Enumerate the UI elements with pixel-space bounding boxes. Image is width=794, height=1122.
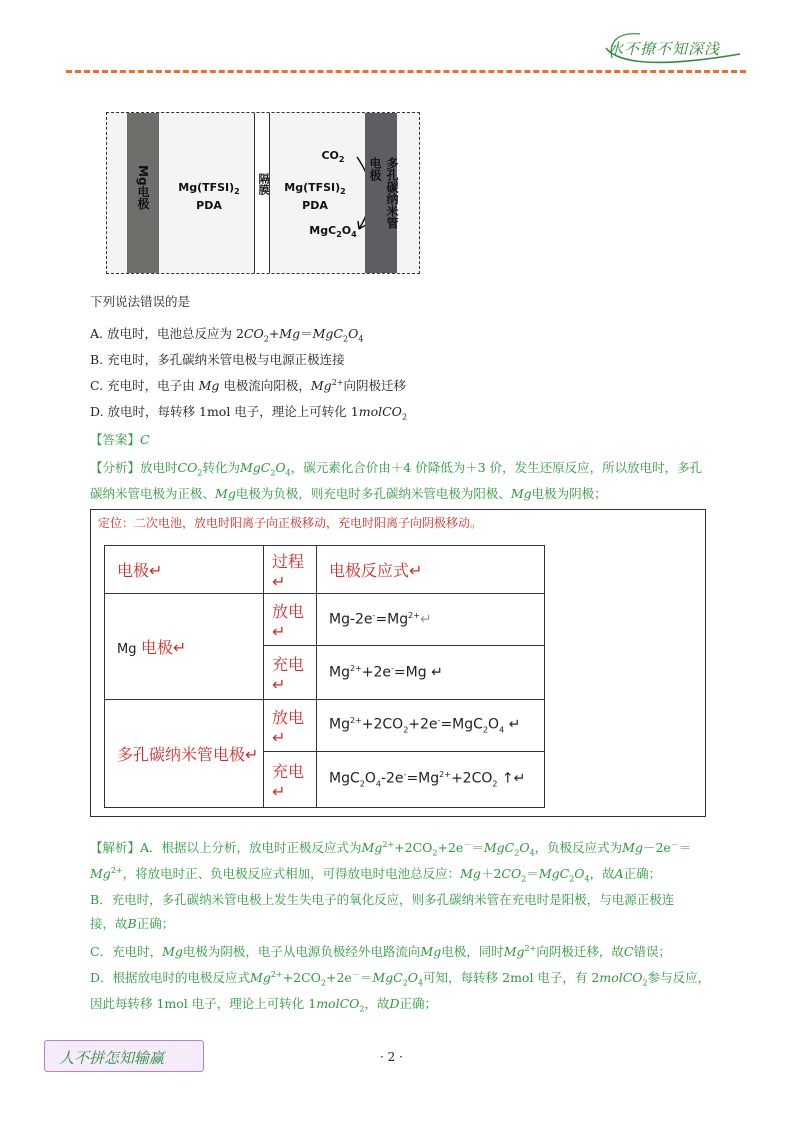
cnt-electrode-label: 多孔碳纳米管电极 [368, 157, 399, 229]
right-electrolyte-label: $Mg(TFSI)_2$ PDA [284, 181, 346, 213]
cnt-electrode [365, 113, 397, 273]
explanation-a-line-2: $Mg^{2+}$，将放电时正、负电极反应式相加，可得放电时电池总反应：$Mg+2CO_2=MgC_2O_4$，故A正确； [90, 865, 662, 884]
header-reaction: 电极反应式↵ [317, 546, 545, 594]
option-c: C. 充电时，电子由 Mg 电极流向阳极，$Mg^{2+}$向阴极迁移 [90, 377, 406, 393]
left-electrolyte-label: $Mg(TFSI)_2$ PDA [178, 181, 240, 213]
battery-diagram [106, 112, 420, 274]
reaction-mg-discharge: $Mg-2e^-=Mg^{2+}↵$ [317, 594, 545, 646]
page-number: · 2 · [380, 1050, 403, 1064]
process-discharge: 放电↵ [264, 700, 317, 752]
table-row [105, 700, 545, 752]
separator [254, 113, 270, 273]
footer-motto-text: 人不拼怎知输赢 [59, 1049, 165, 1067]
footer-motto [44, 1040, 204, 1072]
cnt-electrode-cell: 多孔碳纳米管电极↵ [105, 700, 264, 808]
mgc2o4-label: $MgC_2O_4$ [309, 224, 357, 240]
header-divider [66, 70, 746, 73]
explanation-d-line-2: 因此每转移 1mol 电子，理论上可转化 1molCO$_2$，故D正确； [90, 996, 438, 1014]
explanation-d-line-1: D．根据放电时的电极反应式$Mg^{2+}+2CO_2+2e^-=MgC_2O_4$可知，每转移 2mol 电子，有 2molCO$_2$参与反应， [90, 969, 711, 988]
table-row [105, 594, 545, 646]
explanation-a-line-1: 【解析】A．根据以上分析，放电时正极反应式为$Mg^{2+}+2CO_2+2e^-=MgC_2O_4$，负极反应式为Mg－2e－＝ [90, 839, 692, 858]
option-a: A. 放电时，电池总反应为 $2CO_2+Mg=MgC_2O_4$ [90, 326, 364, 344]
header-electrode: 电极↵ [105, 546, 264, 594]
explanation-c: C．充电时，Mg电极为阴极，电子从电源负极经外电路流向Mg电极，同时$Mg^{2+}$向阴极迁移，故C错误； [90, 943, 671, 959]
mg-electrode-label: Mg电极 [136, 165, 150, 210]
table-header-row [105, 546, 545, 594]
header-motto-text: 水不撩不知深浅 [608, 40, 721, 58]
option-b: B. 充电时，多孔碳纳米管电极与电源正极连接 [90, 352, 345, 367]
analysis-line-1: 【分析】放电时$CO_2$转化为$MgC_2O_4$，碳元素化合价由＋4 价降低为＋3 价，发生还原反应，所以放电时，多孔 [90, 460, 703, 478]
reaction-cnt-charge: $MgC_2O_4-2e^-=Mg^{2+}+2CO_2$ ↑↵ [317, 752, 545, 808]
header-motto [600, 30, 750, 64]
process-charge: 充电↵ [264, 646, 317, 700]
mg-electrode [127, 113, 159, 273]
explanation-b-line-2: 接，故B正确； [90, 916, 175, 931]
explanation-b-line-1: B．充电时，多孔碳纳米管电极上发生失电子的氧化反应，则多孔碳纳米管在充电时是阳极，与电源正极连 [90, 892, 675, 907]
answer: 【答案】C [90, 432, 150, 447]
separator-label: 隔膜 [257, 173, 270, 195]
electrode-reaction-table [104, 545, 545, 808]
header-process: 过程↵ [264, 546, 317, 594]
reaction-mg-charge: $Mg^{2+}+2e^-=Mg$ ↵ [317, 646, 545, 700]
option-d: D. 放电时，每转移 1mol 电子，理论上可转化 1molCO$_2$ [90, 404, 408, 422]
process-charge: 充电↵ [264, 752, 317, 808]
question-stem: 下列说法错误的是 [90, 294, 191, 309]
co2-label: $CO_2$ [321, 149, 345, 165]
analysis-line-2: 碳纳米管电极为正极、Mg电极为负极，则充电时多孔碳纳米管电极为阳极、Mg电极为阴极； [90, 486, 607, 501]
mg-electrode-cell: Mg 电极↵ [105, 594, 264, 700]
process-discharge: 放电↵ [264, 594, 317, 646]
reaction-cnt-discharge: $Mg^{2+}+2CO_2+2e^-=MgC_2O_4$ ↵ [317, 700, 545, 752]
table-note: 定位：二次电池，放电时阳离子向正极移动，充电时阳离子向阴极移动。 [98, 516, 483, 530]
